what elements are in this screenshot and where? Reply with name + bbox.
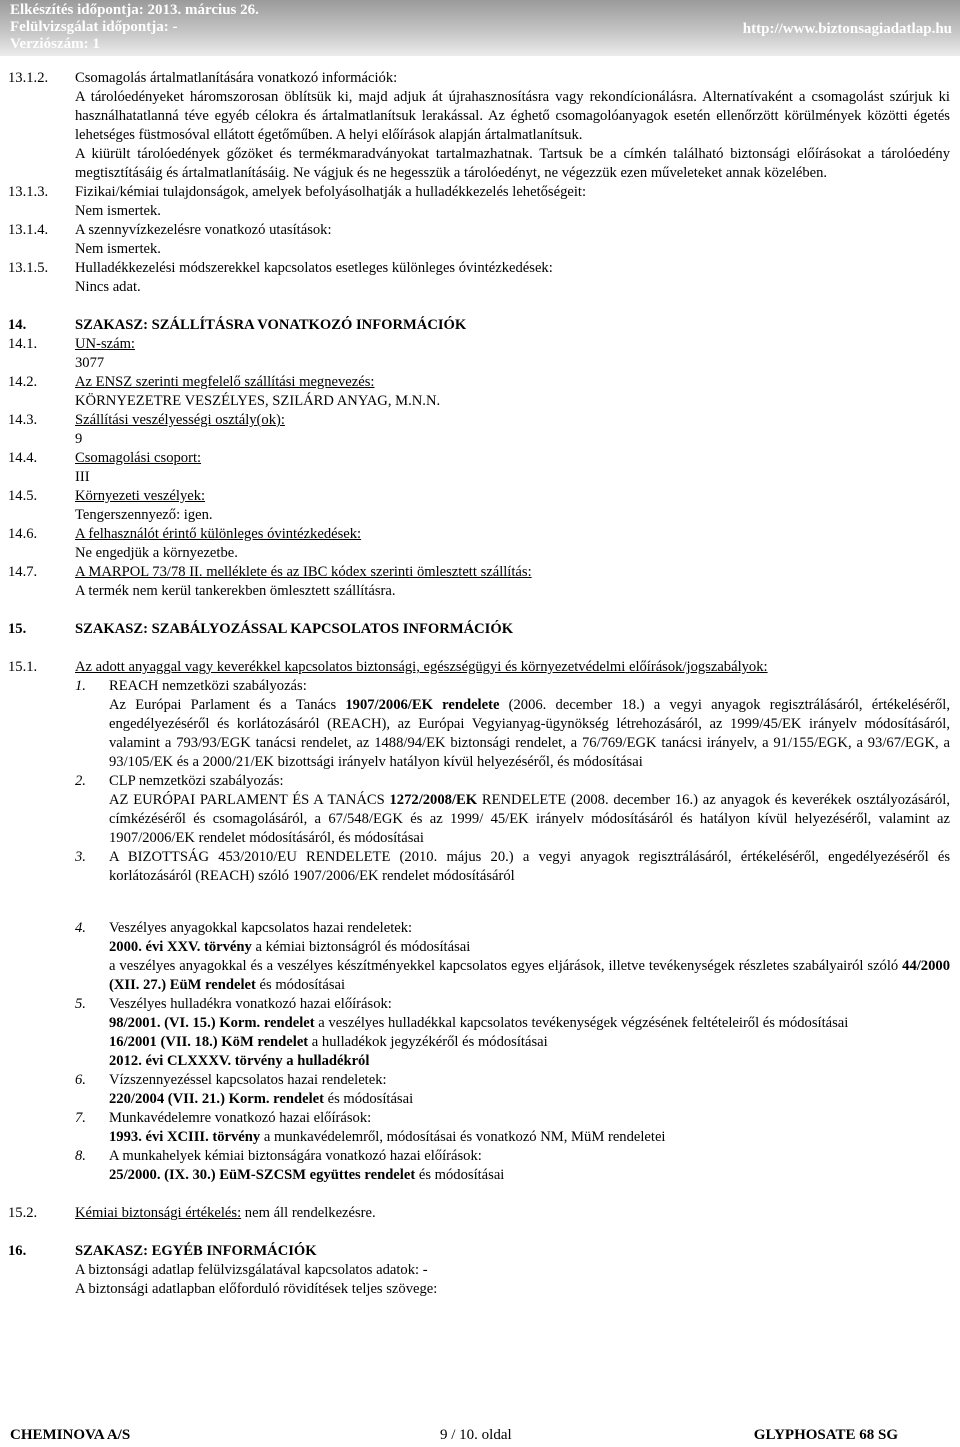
text-part: RENDELETE (2008. december 16.) az anyagok és keverékek osztályozásáról, címkézéséről és csomagolásáról, a 67/548/EGK és az 1999/ 45/EK irányelv módosításáról és hatályon kívül helyezéséről, valamint az 1907/2006/EK rendelet módosításáról, és módosításai <box>109 792 950 846</box>
section-value: nem áll rendelkezésre. <box>241 1205 376 1221</box>
item-14-3 <box>0 411 960 430</box>
document-body <box>0 62 960 1299</box>
list-heading: A munkahelyek kémiai biztonságára vonatkozó hazai előírások: <box>109 1148 482 1164</box>
item-label: A MARPOL 73/78 II. melléklete és az IBC kódex szerinti ömlesztett szállítás: <box>75 564 532 580</box>
paragraph: A tárolóedényeket háromszorosan öblítsük ki, majd adjuk át újrahasznosításra vagy rekondícionálásra. Alternatívaként a csomagolást szúrjuk ki használhatatlanná téve egyéb célokra és ártalmatlanítsuk lerakással. Az éghető csomagolóanyagok esetén ellenőrzött körülmények közötti égetés lehetséges füstmosóval ellátott égetőműben. A helyi előírások alapján ártalmatlanítsuk. <box>75 89 950 143</box>
bold-part: 98/2001. (VI. 15.) Korm. rendelet <box>109 1015 315 1031</box>
regulation-item-1 <box>75 677 960 696</box>
regulation-item-6 <box>75 1071 960 1090</box>
item-value: III <box>75 469 90 485</box>
item-number: 14.6. <box>8 526 38 542</box>
section-title: Az adott anyaggal vagy keverékkel kapcsolatos biztonsági, egészségügyi és környezetvédelmi előírások/jogszabályok: <box>75 659 768 675</box>
version-number: Verziószám: 1 <box>10 36 100 52</box>
item-number: 14.2. <box>8 374 38 390</box>
item-label: Az ENSZ szerinti megfelelő szállítási megnevezés: <box>75 374 375 390</box>
list-heading: Munkavédelemre vonatkozó hazai előírások: <box>109 1110 372 1126</box>
text-part: és módosításai <box>323 1091 414 1107</box>
section-value: Nincs adat. <box>75 279 141 295</box>
section-label: Kémiai biztonsági értékelés: <box>75 1205 242 1221</box>
text-part: AZ EURÓPAI PARLAMENT ÉS A TANÁCS <box>109 792 390 808</box>
section-number: 13.1.4. <box>8 222 49 238</box>
list-heading: REACH nemzetközi szabályozás: <box>109 678 307 694</box>
section-title: Fizikai/kémiai tulajdonságok, amelyek befolyásolhatják a hulladékkezelés lehetőségeit: <box>75 184 587 200</box>
regulation-line <box>109 1090 960 1109</box>
bold-part: 16/2001 (VII. 18.) KöM rendelet <box>109 1034 309 1050</box>
item-label: Környezeti veszélyek: <box>75 488 206 504</box>
list-heading: Veszélyes hulladékra vonatkozó hazai előírások: <box>109 996 392 1012</box>
page-footer <box>0 1427 960 1447</box>
section-number: 13.1.2. <box>8 70 49 86</box>
bold-part: 1272/2008/EK <box>389 792 478 808</box>
page-header <box>0 0 960 62</box>
bold-part: 44/2000 (XII. 27.) EüM rendelet <box>109 958 950 993</box>
item-number: 14.5. <box>8 488 38 504</box>
section-number: 15.1. <box>8 659 38 675</box>
section-content <box>75 1204 960 1223</box>
section-title: SZAKASZ: SZÁLLÍTÁSRA VONATKOZÓ INFORMÁCIÓK <box>75 317 467 333</box>
paragraph: A biztonsági adatlapban előforduló rövidítések teljes szövege: <box>75 1281 438 1297</box>
regulation-item-3 <box>75 848 960 886</box>
section-title: SZAKASZ: SZABÁLYOZÁSSAL KAPCSOLATOS INFORMÁCIÓK <box>75 621 514 637</box>
section-13-1-3 <box>0 183 960 202</box>
list-number: 3. <box>75 849 86 865</box>
text-part: a hulladékok jegyzékéről és módosításai <box>308 1034 548 1050</box>
list-text: A BIZOTTSÁG 453/2010/EU RENDELETE (2010. május 20.) a vegyi anyagok regisztrálásáról, értékeléséről, engedélyezéséről és korlátozásáról (REACH) szóló 1907/2006/EK rendelet módosításáról <box>109 849 950 884</box>
section-number: 14. <box>8 317 27 333</box>
bold-part: 25/2000. (IX. 30.) EüM-SZCSM együttes rendelet <box>109 1167 416 1183</box>
regulation-line <box>109 1033 960 1052</box>
list-number: 1. <box>75 678 86 694</box>
item-number: 14.1. <box>8 336 38 352</box>
section-number: 13.1.3. <box>8 184 49 200</box>
item-value: 3077 <box>75 355 105 371</box>
section-14-heading <box>0 316 960 335</box>
item-value: 9 <box>75 431 83 447</box>
item-value: A termék nem kerül tankerekben ömlesztett szállításra. <box>75 583 396 599</box>
item-number: 14.3. <box>8 412 38 428</box>
text-part: és módosításai <box>415 1167 505 1183</box>
revision-date: Felülvizsgálat időpontja: - <box>10 19 178 35</box>
regulation-text <box>109 791 960 848</box>
list-number: 2. <box>75 773 86 789</box>
item-value: KÖRNYEZETRE VESZÉLYES, SZILÁRD ANYAG, M.N.N. <box>75 393 441 409</box>
item-14-2 <box>0 373 960 392</box>
section-title: SZAKASZ: EGYÉB INFORMÁCIÓK <box>75 1243 317 1259</box>
item-label: Szállítási veszélyességi osztály(ok): <box>75 412 285 428</box>
section-title: Hulladékkezelési módszerekkel kapcsolatos esetleges különleges óvintézkedések: <box>75 260 553 276</box>
section-13-1-4 <box>0 221 960 240</box>
item-label: Csomagolási csoport: <box>75 450 202 466</box>
item-value: Ne engedjük a környezetbe. <box>75 545 238 561</box>
list-number: 4. <box>75 920 86 936</box>
list-number: 8. <box>75 1148 86 1164</box>
item-14-7 <box>0 563 960 582</box>
item-value: Tengerszennyező: igen. <box>75 507 213 523</box>
section-title: A szennyvízkezelésre vonatkozó utasítások: <box>75 222 332 238</box>
created-date: Elkészítés időpontja: 2013. március 26. <box>10 2 259 18</box>
section-13-1-2 <box>0 69 960 88</box>
list-number: 7. <box>75 1110 86 1126</box>
bold-part: 220/2004 (VII. 21.) Korm. rendelet <box>109 1091 324 1107</box>
text-part: a veszélyes hulladékkal kapcsolatos tevékenységek végzésének feltételeiről és módosításai <box>314 1015 849 1031</box>
bold-part: 1907/2006/EK rendelete <box>345 697 500 713</box>
section-16-heading <box>0 1242 960 1261</box>
section-number: 15. <box>8 621 27 637</box>
regulation-line <box>109 957 960 995</box>
regulation-line <box>109 1128 960 1147</box>
regulation-item-4 <box>75 919 960 938</box>
regulation-text <box>109 696 960 772</box>
item-label: A felhasználót érintő különleges óvintézkedések: <box>75 526 362 542</box>
header-url-link[interactable]: http://www.biztonsagiadatlap.hu <box>742 21 952 37</box>
item-label: UN-szám: <box>75 336 135 352</box>
section-number: 16. <box>8 1243 27 1259</box>
section-15-2 <box>0 1204 960 1223</box>
footer-page-number: 9 / 10. oldal <box>440 1427 512 1443</box>
regulation-item-5 <box>75 995 960 1014</box>
list-number: 5. <box>75 996 86 1012</box>
text-part: Az Európai Parlament és a Tanács <box>109 697 346 713</box>
item-number: 14.4. <box>8 450 38 466</box>
bold-part: 2000. évi XXV. törvény <box>109 939 252 955</box>
item-14-1 <box>0 335 960 354</box>
section-value: Nem ismertek. <box>75 203 161 219</box>
list-number: 6. <box>75 1072 86 1088</box>
item-14-4 <box>0 449 960 468</box>
regulation-line <box>109 938 960 957</box>
regulation-line <box>109 1166 960 1185</box>
footer-company: CHEMINOVA A/S <box>10 1427 131 1443</box>
text-part: és módosításai <box>255 977 346 993</box>
bold-part: 1993. évi XCIII. törvény <box>109 1129 261 1145</box>
regulation-item-8 <box>75 1147 960 1166</box>
item-number: 14.7. <box>8 564 38 580</box>
section-number: 13.1.5. <box>8 260 49 276</box>
regulation-item-2 <box>75 772 960 791</box>
section-number: 15.2. <box>8 1205 38 1221</box>
section-15-heading <box>0 620 960 639</box>
text-part: a munkavédelemről, módosításai és vonatkozó NM, MüM rendeletei <box>260 1129 666 1145</box>
section-title: Csomagolás ártalmatlanítására vonatkozó információk: <box>75 70 398 86</box>
regulation-line <box>109 1014 960 1033</box>
list-heading: Veszélyes anyagokkal kapcsolatos hazai rendeletek: <box>109 920 413 936</box>
item-14-5 <box>0 487 960 506</box>
text-part: a kémiai biztonságról és módosításai <box>251 939 471 955</box>
paragraph: A biztonsági adatlap felülvizsgálatával kapcsolatos adatok: - <box>75 1262 428 1278</box>
item-14-6 <box>0 525 960 544</box>
list-heading: Vízszennyezéssel kapcsolatos hazai rendeletek: <box>109 1072 387 1088</box>
footer-product: GLYPHOSATE 68 SG <box>753 1427 898 1443</box>
section-15-1 <box>0 658 960 677</box>
regulation-line: 2012. évi CLXXXV. törvény a hulladékról <box>109 1053 370 1069</box>
regulation-item-7 <box>75 1109 960 1128</box>
paragraph: A kiürült tárolóedények gőzöket és termékmaradványokat tartalmazhatnak. Tartsuk be a címkén található biztonsági előírásokat a tárolóedény megtisztításáig és ártalmatlanításáig. Ne vágjuk és ne hegesszük a tárolóedényt, ne végezzük ezen műveleteket annak közelében. <box>75 146 950 181</box>
list-heading: CLP nemzetközi szabályozás: <box>109 773 284 789</box>
section-value: Nem ismertek. <box>75 241 161 257</box>
text-part: (2006. december 18.) a vegyi anyagok regisztrálásáról, értékeléséről, engedélyezéséről és korlátozásáról (REACH), az Európai Vegyianyag-ügynökség létrehozásáról, az 1999/45/EK irányelv módosításáról, valamint a 793/93/EGK tanácsi rendelet, az 1488/94/EK biztonsági rendelet, a 76/769/EGK tanácsi irányelv, a 91/155/EGK, a 93/67/EGK, a 93/105/EK és a 2000/21/EK bizottsági irányelv hatályon kívül helyezéséről, és módosításai <box>109 697 950 770</box>
text-part: a veszélyes anyagokkal és a veszélyes készítményekkel kapcsolatos egyes eljárások, illetve tevékenységek részletes szabályairól szóló <box>109 958 903 974</box>
section-13-1-5 <box>0 259 960 278</box>
